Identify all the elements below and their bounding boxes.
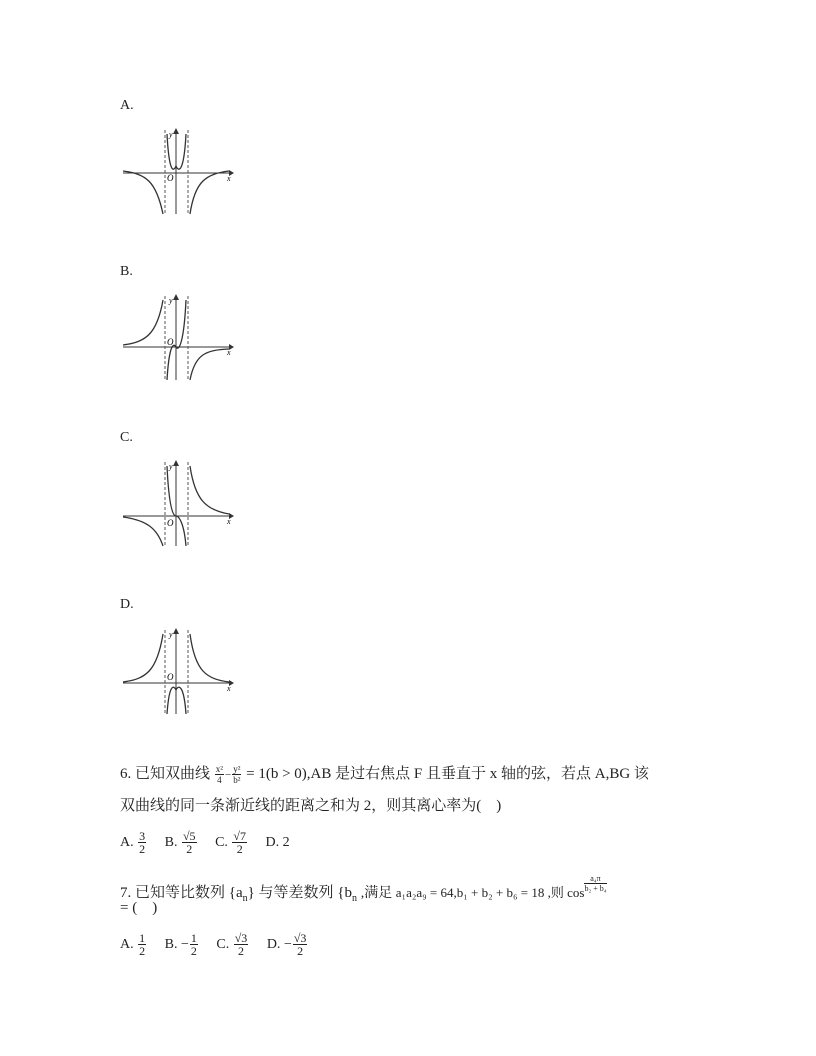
q7-answer-c[interactable] [216, 931, 252, 958]
q7-answer-d-label: D. [266, 936, 281, 952]
q7-text2: } 与等差数列 {b [247, 885, 353, 901]
y-arrow [173, 460, 179, 466]
x-label: x [227, 517, 231, 526]
q6-frac2-den: b² [233, 775, 241, 786]
option-a-label: A. [120, 98, 134, 113]
question-6-line-1 [120, 764, 649, 785]
question-6-line-2: 双曲线的同一条渐近线的距离之和为 2，则其离心率为( ) [120, 798, 502, 814]
branch-left [123, 634, 163, 682]
q7-sub-n1: n [242, 893, 248, 904]
q6-answers [120, 830, 304, 855]
graph-a-svg [121, 126, 235, 216]
q7-answer-b-frac: $\frac{1}{2}$ [190, 931, 197, 958]
option-d-label: D. [120, 597, 134, 612]
q6-answer-c[interactable] [215, 829, 251, 856]
q7-answer-a-label: A. [120, 936, 134, 952]
branch-left [123, 300, 163, 345]
q6-minus: − [224, 769, 232, 781]
x-label: x [227, 174, 231, 183]
q6-answer-c-label: C. [215, 834, 228, 850]
branch-right [190, 349, 229, 380]
y-label: y [169, 462, 173, 471]
branch-left [123, 517, 163, 546]
q7-answer-d-frac: $\frac{√3}{2}$ [293, 931, 307, 958]
q6-answer-d-label: D. [265, 834, 280, 850]
graph-b-svg [121, 292, 235, 382]
option-a-graph [121, 126, 235, 216]
q6-answer-b-frac: $\frac{√5}{2}$ [182, 829, 196, 856]
q6-frac1-den: 4 [217, 775, 222, 786]
y-arrow [173, 294, 179, 300]
option-c-label: C. [120, 430, 133, 445]
y-label: y [169, 130, 173, 139]
q7-answer-c-frac: $\frac{√3}{2}$ [234, 931, 248, 958]
q6-answer-c-frac: $\frac{√7}{2}$ [233, 829, 246, 856]
origin-label: O [167, 337, 174, 347]
y-label: y [169, 296, 173, 305]
q7-text1: 7. 已知等比数列 {a [120, 885, 243, 901]
branch-right [190, 634, 229, 682]
y-arrow [173, 628, 179, 634]
branch-left [123, 171, 163, 214]
graph-c-svg [121, 458, 235, 548]
q7-answer-b-label: B. [164, 936, 178, 952]
option-d-graph [121, 626, 235, 716]
option-b-label: B. [120, 264, 133, 279]
q7-answer-d-sign: − [283, 936, 292, 952]
x-label: x [227, 684, 231, 693]
q7-answer-c-label: C. [216, 936, 230, 952]
y-arrow [173, 128, 179, 134]
q6-after: = 1(b > 0),AB 是过右焦点 F 且垂直于 x 轴的弦，若点 A,BG 该 [246, 766, 649, 782]
q7-answer-a[interactable] [120, 931, 151, 958]
option-b-graph [121, 292, 235, 382]
question-7-line-1: 7. 已知等比数列 $\{a_n\}$ 与等差数列 {$b_n$ ,满足 a₁a₂a₉ = 64,b₁ + b₂ + b₆ = 18 ,则 cos $\frac{\text{a₄π}}{\text{b₂ + b₄}}$ [120, 874, 607, 904]
q7-answer-a-frac: $\frac{1}{2}$ [139, 931, 146, 958]
q6-answer-a[interactable] [120, 829, 151, 856]
origin-label: O [167, 518, 174, 528]
q6-answer-d[interactable] [266, 835, 290, 850]
origin-label: O [167, 173, 174, 183]
y-label: y [169, 630, 173, 639]
origin-label: O [167, 672, 174, 682]
graph-d-svg [121, 626, 235, 716]
q6-frac2-num: y² [233, 764, 241, 775]
q6-frac1-num: x² [215, 764, 223, 775]
q7-answers [120, 932, 322, 957]
branch-right [190, 466, 229, 514]
q6-answer-d-value: 2 [282, 834, 290, 850]
q7-cos-num: a₄π [584, 874, 606, 884]
q7-answer-d[interactable] [266, 931, 309, 958]
question-7-line-2: = ( ) [120, 900, 158, 916]
x-label: x [227, 348, 231, 357]
q6-frac-x2-over-4 [215, 764, 224, 785]
q6-frac-y2-over-b2 [232, 764, 241, 785]
q7-cos-argument [584, 874, 606, 893]
option-c-graph [121, 458, 235, 548]
q6-answer-b-label: B. [164, 834, 178, 850]
q6-prefix: 6. 已知双曲线 [120, 766, 211, 782]
q7-cos-den: b₂ + b₄ [584, 884, 607, 893]
q6-answer-a-label: A. [120, 834, 134, 850]
q7-answer-b[interactable] [164, 931, 203, 958]
q7-answer-b-sign: − [180, 936, 189, 952]
q7-sub-n2: n [352, 893, 358, 904]
q6-answer-b[interactable] [164, 829, 201, 856]
branch-right [190, 171, 229, 214]
q6-answer-a-frac: $\frac{3}{2}$ [139, 829, 146, 856]
q7-condition: a₁a₂a₉ = 64,b₁ + b₂ + b₆ = 18 ,则 cos [395, 885, 585, 900]
